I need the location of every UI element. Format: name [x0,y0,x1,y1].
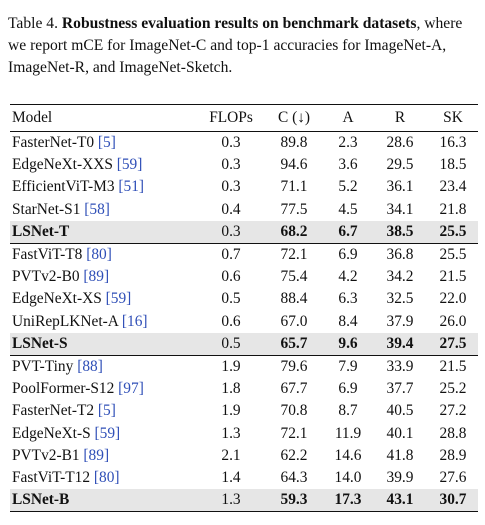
table-row [10,199,478,221]
citation-link[interactable]: [59] [94,424,121,442]
table-row [10,422,478,444]
model-name: FastViT-T8 [12,246,83,264]
value-cell-c: 68.2 [280,222,308,240]
value-cell-sk: 27.6 [439,468,467,486]
value-cell-r: 29.5 [386,156,414,174]
value-cell-flops: 0.5 [221,290,241,308]
table-row [10,467,478,489]
value-cell-sk: 28.8 [439,424,467,442]
value-cell-flops: 0.3 [221,134,241,152]
value-cell-r: 40.5 [386,402,414,420]
value-cell-c: 70.8 [280,402,308,420]
value-cell-flops: 0.7 [221,246,241,264]
table-row [10,356,478,378]
value-cell-r: 39.9 [386,468,414,486]
value-cell-sk: 18.5 [439,156,467,174]
model-cell [10,425,198,443]
value-cell-sk: 25.2 [439,380,467,398]
value-cell-r: 33.9 [386,357,414,375]
highlight-row [10,333,478,355]
value-cell-flops: 0.6 [221,312,241,330]
value-cell-r: 34.2 [386,268,414,286]
value-cell-a: 7.9 [338,357,358,375]
value-cell-r: 32.5 [386,290,414,308]
value-cell-r: 39.4 [386,334,414,352]
value-cell-r: 37.7 [386,380,414,398]
citation-link[interactable]: [16] [121,312,148,330]
table-row [10,378,478,400]
model-name: FastViT-T12 [12,468,91,486]
model-cell [10,156,198,174]
value-cell-a: 17.3 [334,491,362,509]
header-sk: SK [443,109,463,126]
value-cell-a: 6.9 [338,246,358,264]
value-cell-a: 6.7 [338,222,358,240]
value-cell-c: 94.6 [280,156,308,174]
value-cell-sk: 25.5 [439,246,467,264]
model-name: PVTv2-B1 [12,446,80,464]
value-cell-flops: 1.3 [221,491,241,509]
model-name: EdgeNeXt-XXS [12,156,113,174]
value-cell-a: 8.4 [338,312,358,330]
value-cell-sk: 25.5 [439,222,467,240]
value-cell-flops: 1.9 [221,357,241,375]
value-cell-sk: 26.0 [439,312,467,330]
value-cell-flops: 1.9 [221,402,241,420]
header-a: A [342,109,354,126]
value-cell-c: 71.1 [280,178,308,196]
value-cell-flops: 0.3 [221,178,241,196]
model-name: UniRepLKNet-A [12,312,119,330]
model-cell [10,358,198,376]
value-cell-a: 6.3 [338,290,358,308]
value-cell-flops: 2.1 [221,446,241,464]
citation-link[interactable]: [97] [118,380,144,398]
value-cell-r: 43.1 [386,491,414,509]
citation-link[interactable]: [80] [86,246,112,264]
model-name: LSNet-S [12,334,68,352]
model-name: PVTv2-B0 [12,268,80,286]
value-cell-r: 37.9 [386,312,414,330]
model-name: LSNet-B [12,491,70,509]
value-cell-r: 36.1 [386,178,414,196]
header-flops: FLOPs [209,109,253,126]
table-row [10,266,478,288]
highlight-row [10,489,478,511]
value-cell-r: 40.1 [386,424,414,442]
header-r: R [394,109,406,126]
table-row [10,311,478,333]
value-cell-flops: 1.4 [221,468,241,486]
value-cell-flops: 0.4 [221,200,241,218]
value-cell-r: 38.5 [386,222,414,240]
citation-link[interactable]: [80] [93,468,120,486]
model-cell [10,290,198,308]
caption-title: Robustness evaluation results on benchmark datasets [61,15,417,32]
value-cell-c: 77.5 [280,200,308,218]
value-cell-flops: 1.3 [221,424,241,442]
value-cell-sk: 22.0 [439,290,467,308]
citation-link[interactable]: [58] [84,200,110,218]
caption-text: , where we report mCE for ImageNet-C and top-1 accuracies for ImageNet-A, ImageNet-R, and ImageNet-Sketch. [8,15,463,76]
table-row [10,445,478,467]
table-body [10,131,478,511]
model-name: EdgeNeXt-XS [12,290,102,308]
value-cell-c: 67.7 [280,380,308,398]
value-cell-c: 67.0 [280,312,308,330]
value-cell-flops: 0.3 [221,156,241,174]
citation-link[interactable]: [89] [83,446,110,464]
value-cell-flops: 0.6 [221,268,241,286]
robustness-table [10,104,478,512]
value-cell-sk: 28.9 [439,446,467,464]
value-cell-r: 28.6 [386,134,414,152]
value-cell-c: 62.2 [280,446,308,464]
header-model: Model [12,109,53,126]
model-cell [10,313,198,331]
value-cell-sk: 30.7 [439,491,467,509]
model-cell [10,447,198,465]
citation-link[interactable]: [59] [105,290,132,308]
value-cell-c: 59.3 [280,491,308,509]
header-c: C (↓) [277,109,311,126]
header-row [10,105,478,131]
model-cell [10,469,198,487]
value-cell-r: 36.8 [386,246,414,264]
value-cell-sk: 27.2 [439,402,467,420]
model-name: LSNet-T [12,222,70,240]
model-cell [10,402,198,420]
value-cell-sk: 21.5 [439,357,467,375]
value-cell-a: 14.0 [334,468,362,486]
value-cell-sk: 21.5 [439,268,467,286]
model-name: EdgeNeXt-S [12,424,91,442]
model-name: EfficientViT-M3 [12,178,115,196]
caption-prefix: Table 4. [8,15,59,32]
value-cell-flops: 1.8 [221,380,241,398]
value-cell-c: 72.1 [280,424,308,442]
value-cell-r: 34.1 [386,200,414,218]
bottom-rule [10,511,478,512]
value-cell-sk: 21.8 [439,200,467,218]
value-cell-c: 75.4 [280,268,308,286]
table-caption [8,13,480,79]
value-cell-a: 8.7 [338,402,358,420]
value-cell-c: 65.7 [280,334,308,352]
value-cell-sk: 27.5 [439,334,467,352]
table-row [10,154,478,176]
table-row [10,288,478,310]
value-cell-flops: 0.5 [221,334,241,352]
citation-link[interactable]: [5] [97,402,116,420]
table-row [10,176,478,198]
value-cell-r: 41.8 [386,446,414,464]
value-cell-a: 2.3 [338,134,358,152]
value-cell-a: 4.2 [338,268,358,286]
citation-link[interactable]: [5] [97,134,116,152]
table-row [10,244,478,266]
value-cell-a: 5.2 [338,178,358,196]
value-cell-c: 79.6 [280,357,308,375]
citation-link[interactable]: [51] [118,178,145,196]
model-name: FasterNet-T0 [12,134,95,152]
model-cell [10,178,198,196]
value-cell-c: 88.4 [280,290,308,308]
citation-link[interactable]: [89] [83,268,110,286]
value-cell-a: 9.6 [338,334,358,352]
model-cell [10,134,198,152]
citation-link[interactable]: [88] [77,357,103,375]
citation-link[interactable]: [59] [116,156,143,174]
model-cell [10,380,198,398]
model-name: PoolFormer-S12 [12,380,115,398]
model-name: StarNet-S1 [12,200,81,218]
model-cell [10,268,198,286]
value-cell-a: 3.6 [338,156,358,174]
model-name: FasterNet-T2 [12,402,95,420]
value-cell-sk: 23.4 [439,178,467,196]
value-cell-sk: 16.3 [439,134,467,152]
value-cell-a: 6.9 [338,380,358,398]
value-cell-c: 64.3 [280,468,308,486]
value-cell-a: 11.9 [334,424,362,442]
value-cell-c: 89.8 [280,134,308,152]
model-cell [10,246,198,264]
value-cell-a: 14.6 [334,446,362,464]
value-cell-a: 4.5 [338,200,358,218]
highlight-row [10,221,478,243]
model-name: PVT-Tiny [12,357,74,375]
table-row [10,400,478,422]
table-row [10,132,478,154]
value-cell-flops: 0.3 [221,222,241,240]
value-cell-c: 72.1 [280,246,308,264]
model-cell [10,201,198,219]
